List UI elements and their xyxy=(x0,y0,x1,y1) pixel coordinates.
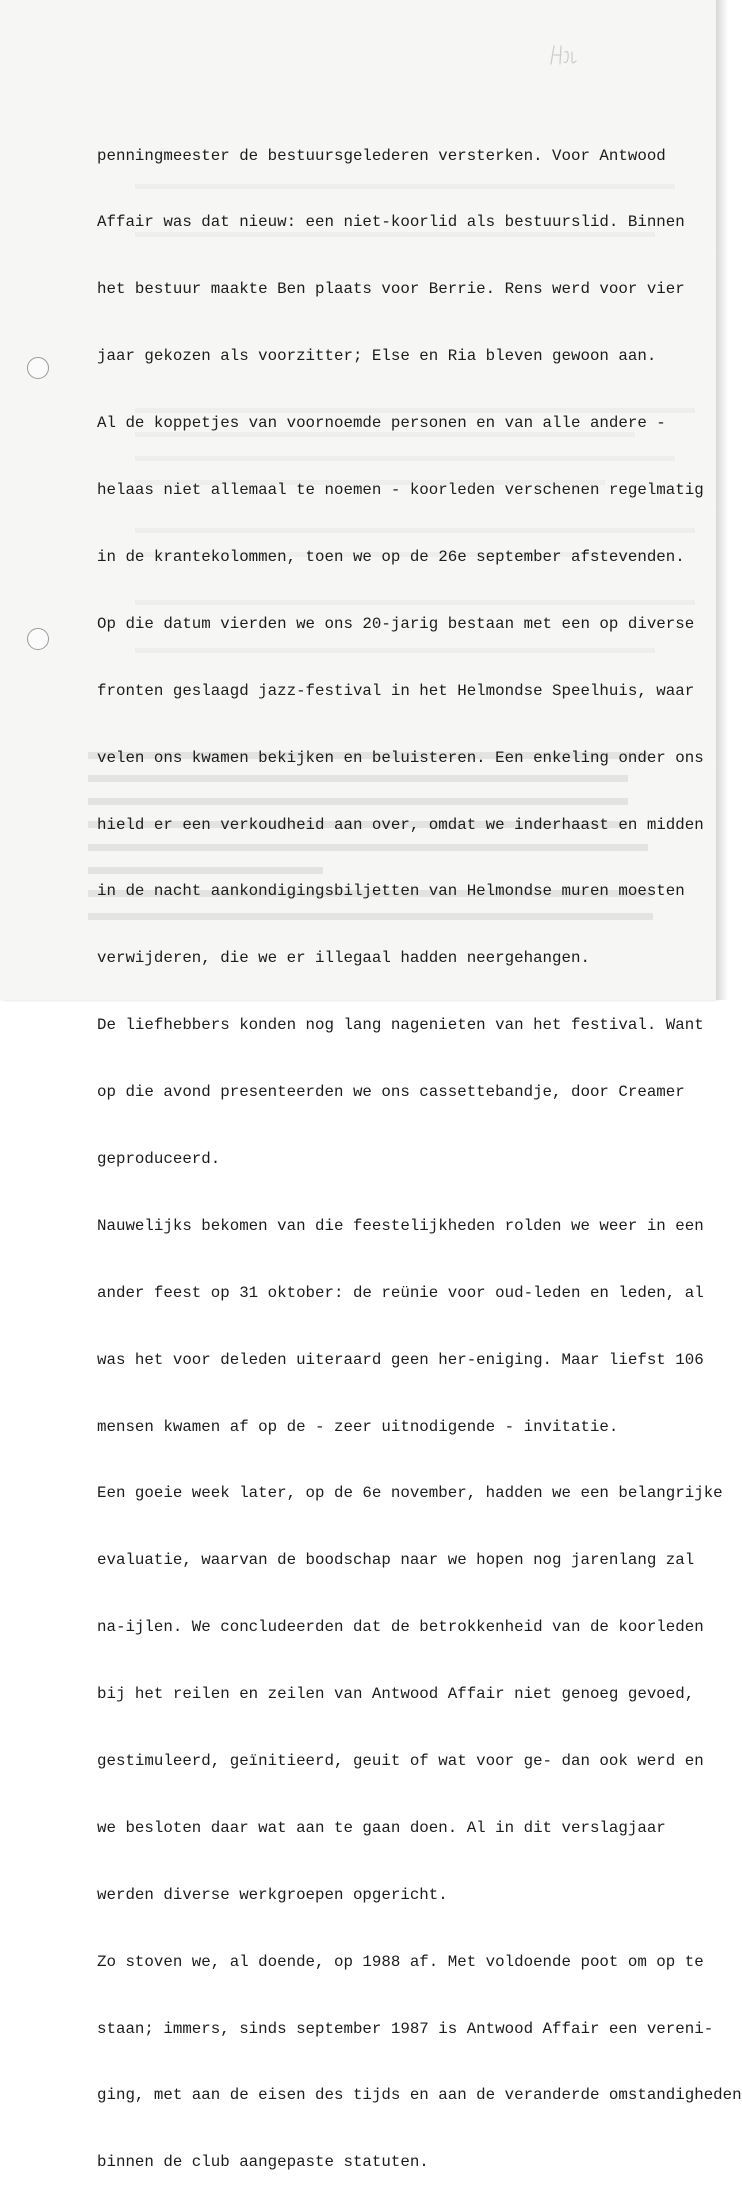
text-line: in de krantekolommen, toen we op de 26e september afstevenden. xyxy=(97,547,685,566)
text-line: penningmeester de bestuursgelederen versterken. Voor Antwood xyxy=(97,146,666,165)
text-line: op die avond presenteerden we ons cassettebandje, door Creamer xyxy=(97,1083,685,1102)
text-line: jaar gekozen als voorzitter; Else en Ria bleven gewoon aan. xyxy=(97,347,657,366)
text-line: mensen kwamen af op de - zeer uitnodigende - invitatie. xyxy=(97,1417,619,1436)
typewritten-text-body xyxy=(97,100,742,2196)
text-line: hield er een verkoudheid aan over, omdat we inderhaast en midden xyxy=(97,815,704,834)
text-line: bij het reilen en zeilen van Antwood Affair niet genoeg gevoed, xyxy=(97,1685,695,1704)
text-line: De liefhebbers konden nog lang nagenieten van het festival. Want xyxy=(97,1016,704,1035)
text-line: we besloten daar wat aan te gaan doen. Al in dit verslagjaar xyxy=(97,1818,666,1837)
text-line: Nauwelijks bekomen van die feestelijkheden rolden we weer in een xyxy=(97,1216,704,1235)
text-line: ging, met aan de eisen des tijds en aan de veranderde omstandigheden xyxy=(97,2086,742,2105)
text-line: verwijderen, die we er illegaal hadden neergehangen. xyxy=(97,949,590,968)
text-line: in de nacht aankondigingsbiljetten van Helmondse muren moesten xyxy=(97,882,685,901)
text-line: gestimuleerd, geïnitieerd, geuit of wat voor ge- dan ook werd en xyxy=(97,1751,704,1770)
text-line: Een goeie week later, op de 6e november, hadden we een belangrijke xyxy=(97,1484,723,1503)
text-line: geproduceerd. xyxy=(97,1149,221,1168)
punch-hole-bottom xyxy=(27,628,49,650)
punch-hole-top xyxy=(27,357,49,379)
text-line: Op die datum vierden we ons 20-jarig bestaan met een op diverse xyxy=(97,614,695,633)
faint-handwritten-mark xyxy=(548,42,578,68)
text-line: werden diverse werkgroepen opgericht. xyxy=(97,1885,448,1904)
text-line: ander feest op 31 oktober: de reünie voor oud-leden en leden, al xyxy=(97,1283,704,1302)
text-line: Affair was dat nieuw: een niet-koorlid als bestuurslid. Binnen xyxy=(97,213,685,232)
text-line: binnen de club aangepaste statuten. xyxy=(97,2153,429,2172)
text-line: Al de koppetjes van voornoemde personen en van alle andere - xyxy=(97,414,666,433)
text-line: na-ijlen. We concludeerden dat de betrokkenheid van de koorleden xyxy=(97,1618,704,1637)
text-line: helaas niet allemaal te noemen - koorleden verschenen regelmatig xyxy=(97,481,704,500)
text-line: fronten geslaagd jazz-festival in het Helmondse Speelhuis, waar xyxy=(97,681,695,700)
text-line: het bestuur maakte Ben plaats voor Berrie. Rens werd voor vier xyxy=(97,280,685,299)
text-line: evaluatie, waarvan de boodschap naar we hopen nog jarenlang zal xyxy=(97,1551,695,1570)
text-line: staan; immers, sinds september 1987 is Antwood Affair een vereni- xyxy=(97,2019,714,2038)
text-line: Zo stoven we, al doende, op 1988 af. Met voldoende poot om op te xyxy=(97,1952,704,1971)
text-line: was het voor deleden uiteraard geen her-eniging. Maar liefst 106 xyxy=(97,1350,704,1369)
text-line: velen ons kwamen bekijken en beluisteren. Een enkeling onder ons xyxy=(97,748,704,767)
